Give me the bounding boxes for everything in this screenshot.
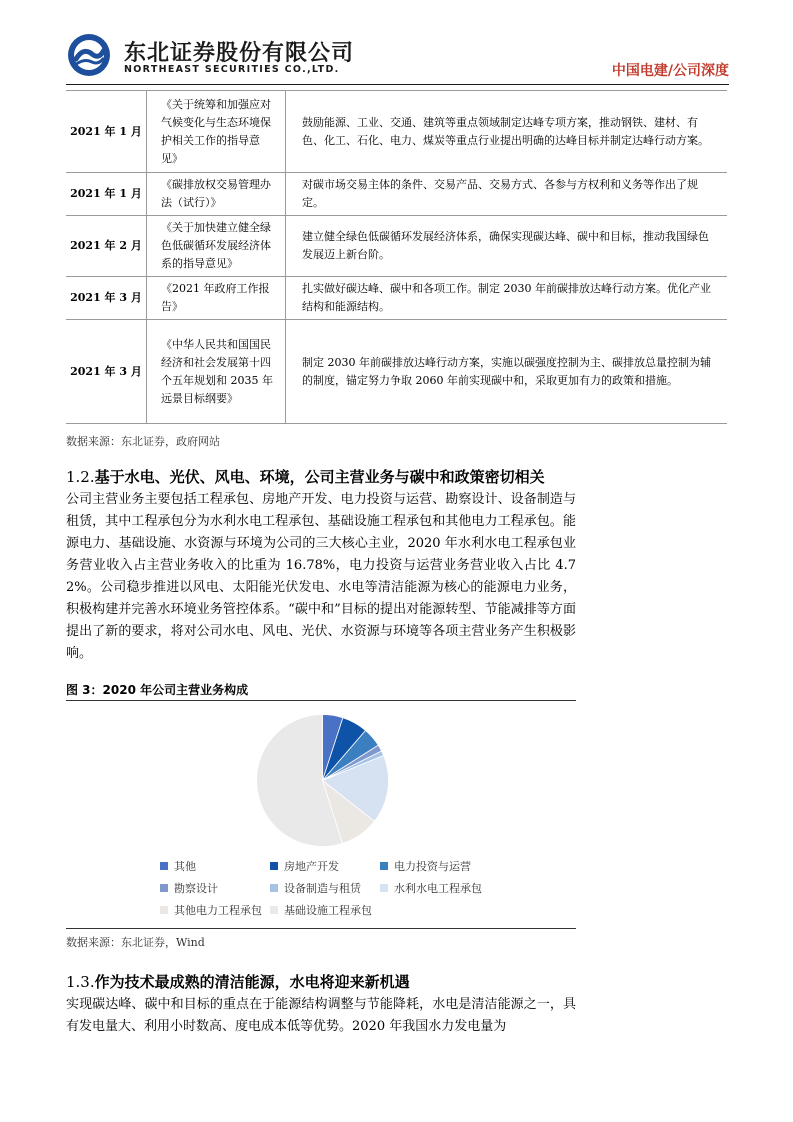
- figure-source-note: 数据来源：东北证券，Wind: [66, 936, 205, 949]
- legend-label: 基础设施工程承包: [284, 904, 372, 917]
- section-number: 1.3.: [66, 973, 95, 991]
- legend-swatch: [160, 906, 168, 914]
- section-title: 基于水电、光伏、风电、环境，公司主营业务与碳中和政策密切相关: [94, 468, 545, 486]
- company-logo-icon: [66, 32, 112, 78]
- table-source-note: 数据来源：东北证券，政府网站: [66, 435, 220, 448]
- legend-swatch: [270, 862, 278, 870]
- policy-document: 《中华人民共和国国民经济和社会发展第十四个五年规划和 2035 年远景目标纲要》: [161, 337, 273, 405]
- legend-swatch: [270, 884, 278, 892]
- policy-document: 《碳排放权交易管理办法（试行）》: [161, 178, 271, 209]
- legend-swatch: [160, 884, 168, 892]
- section-number: 1.2.: [66, 468, 95, 486]
- legend-label: 其他: [174, 860, 196, 873]
- policy-document: 《2021 年政府工作报告》: [161, 282, 270, 313]
- table-row: [66, 91, 727, 173]
- legend-label: 电力投资与运营: [394, 860, 471, 873]
- legend-item: [380, 880, 482, 896]
- policy-document: 《关于加快建立健全绿色低碳循环发展经济体系的指导意见》: [161, 221, 271, 270]
- policy-content: 扎实做好碳达峰、碳中和各项工作。制定 2030 年前碳排放达峰行动方案。优化产业结构和能源结构。: [302, 282, 711, 313]
- legend-item: [160, 880, 218, 896]
- legend-item: [270, 902, 372, 918]
- table-row: [66, 277, 727, 320]
- figure-bottom-rule: [66, 928, 576, 929]
- section-1-2-paragraph: 公司主营业务主要包括工程承包、房地产开发、电力投资与运营、勘察设计、设备制造与租赁，其中工程承包分为水利水电工程承包、基础设施工程承包和其他电力工程承包。能源电力、基础设施、水资源与环境为公司的三大核心主业，2020 年水利水电工程承包业务营业收入占主营业务收入的比重为 16.78%，电力投资与运营业务营业收入占比 4.72%。公司稳步推进以风电、太阳能光伏发电、水电等清洁能源为核心的能源电力业务，积极构建并完善水环境业务管控体系。“碳中和”目标的提出对能源转型、节能减排等方面提出了新的要求，将对公司水电、风电、光伏、水资源与环境等各项主营业务产生积极影响。: [66, 492, 576, 661]
- policy-date: 2021 年 3 月: [66, 320, 147, 424]
- legend-label: 水利水电工程承包: [394, 882, 482, 895]
- legend-swatch: [270, 906, 278, 914]
- header-divider: [66, 84, 729, 85]
- figure-top-rule: [66, 700, 576, 701]
- legend-label: 房地产开发: [284, 860, 339, 873]
- policy-table: [66, 90, 727, 424]
- table-row: [66, 320, 727, 424]
- section-heading-1-3: [66, 971, 410, 992]
- legend-item: [270, 858, 339, 874]
- legend-swatch: [380, 884, 388, 892]
- legend-item: [160, 858, 196, 874]
- policy-content: 对碳市场交易主体的条件、交易产品、交易方式、各参与方权利和义务等作出了规定。: [302, 178, 698, 209]
- report-tag: 中国电建/公司深度: [611, 63, 729, 79]
- business-mix-pie-chart: [255, 713, 390, 848]
- section-title: 作为技术最成熟的清洁能源，水电将迎来新机遇: [94, 973, 410, 991]
- legend-swatch: [160, 862, 168, 870]
- legend-label: 其他电力工程承包: [174, 904, 262, 917]
- policy-date: 2021 年 1 月: [66, 91, 147, 173]
- company-name-cn: 东北证券股份有限公司: [124, 41, 355, 66]
- policy-document: 《关于统筹和加强应对气候变化与生态环境保护相关工作的指导意见》: [161, 97, 271, 165]
- table-row: [66, 173, 727, 216]
- legend-label: 勘察设计: [174, 882, 218, 895]
- legend-item: [380, 858, 471, 874]
- policy-content: 建立健全绿色低碳循环发展经济体系，确保实现碳达峰、碳中和目标，推动我国绿色发展迈上新台阶。: [302, 230, 709, 261]
- section-heading-1-2: [66, 466, 545, 487]
- legend-item: [160, 902, 262, 918]
- policy-date: 2021 年 3 月: [66, 277, 147, 320]
- legend-label: 设备制造与租赁: [284, 882, 361, 895]
- policy-content: 鼓励能源、工业、交通、建筑等重点领域制定达峰专项方案，推动钢铁、建材、有色、化工、石化、电力、煤炭等重点行业提出明确的达峰目标并制定达峰行动方案。: [302, 115, 709, 147]
- policy-date: 2021 年 1 月: [66, 173, 147, 216]
- section-1-3-paragraph: 实现碳达峰、碳中和目标的重点在于能源结构调整与节能降耗，水电是清洁能源之一，具有发电量大、利用小时数高、度电成本低等优势。2020 年我国水力发电量为: [66, 997, 576, 1034]
- table-row: [66, 216, 727, 277]
- company-name-en: NORTHEAST SECURITIES CO.,LTD.: [124, 64, 340, 75]
- policy-content: 制定 2030 年前碳排放达峰行动方案，实施以碳强度控制为主、碳排放总量控制为辅的制度，锚定努力争取 2060 年前实现碳中和，采取更加有力的政策和措施。: [302, 355, 711, 387]
- page-header: [0, 0, 793, 86]
- policy-date: 2021 年 2 月: [66, 216, 147, 277]
- legend-item: [270, 880, 361, 896]
- legend-swatch: [380, 862, 388, 870]
- figure-title: 图 3：2020 年公司主营业务构成: [66, 683, 249, 697]
